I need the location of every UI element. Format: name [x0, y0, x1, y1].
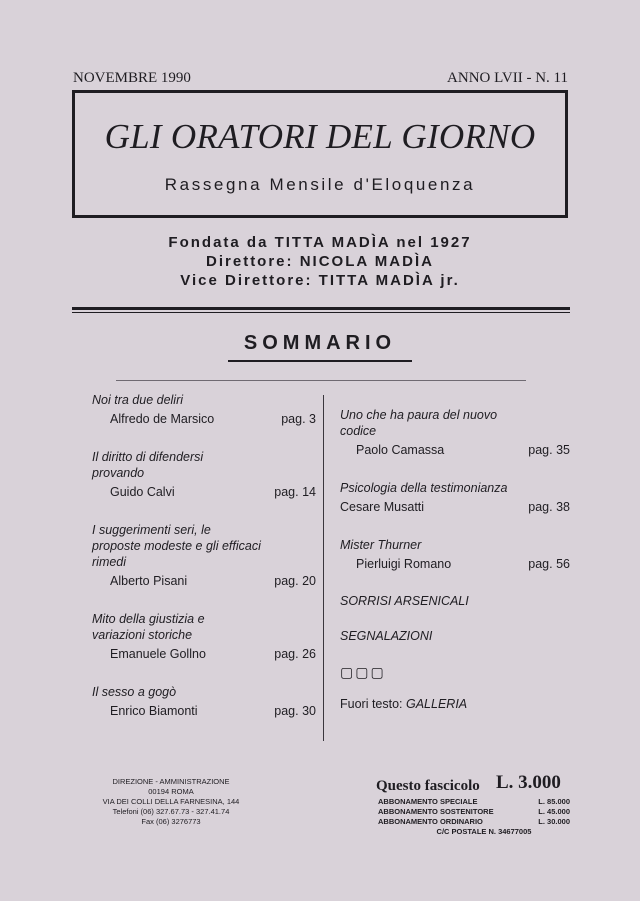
- masthead-box: [72, 90, 568, 218]
- subscription-price: L. 85.000: [538, 797, 570, 806]
- article-author: Pierluigi Romano: [356, 557, 452, 571]
- article-page: pag. 14: [274, 485, 316, 499]
- founder-credit: Fondata da TITTA MADÌA nel 1927: [168, 234, 472, 251]
- subscription-price: L. 30.000: [538, 817, 570, 826]
- article-title: Mito della giustizia e variazioni storiche: [92, 612, 205, 642]
- admin-line: VIA DEI COLLI DELLA FARNESINA, 144: [102, 797, 240, 806]
- article-author: Alberto Pisani: [110, 574, 188, 588]
- contents-top-divider: [116, 380, 526, 381]
- section-segnalazioni: SEGNALAZIONI: [340, 629, 433, 643]
- contents-left-column: [92, 392, 316, 741]
- contents-entry: [340, 480, 570, 517]
- double-rule-top: [72, 307, 570, 310]
- postal-account: C/C POSTALE N. 34677005: [436, 827, 532, 836]
- contents-entry: [92, 449, 316, 502]
- supplement-prefix: Fuori testo:: [340, 697, 406, 711]
- article-title: Il sesso a gogò: [92, 685, 177, 699]
- article-author: Paolo Camassa: [356, 443, 445, 457]
- article-page: pag. 20: [274, 574, 316, 588]
- subscriptions-block: [378, 797, 570, 836]
- article-author: Enrico Biamonti: [110, 704, 198, 718]
- subscription-name: ABBONAMENTO SPECIALE: [378, 797, 478, 806]
- director-credit: Direttore: NICOLA MADÌA: [206, 253, 434, 270]
- article-page: pag. 35: [528, 443, 570, 457]
- contents-entry: [92, 611, 316, 664]
- contents-right-column: [340, 407, 570, 711]
- contents-entry: [340, 537, 570, 574]
- magazine-subtitle: Rassegna Mensile d'Eloquenza: [164, 175, 476, 194]
- article-title: Noi tra due deliri: [92, 393, 184, 407]
- article-page: pag. 30: [274, 704, 316, 718]
- article-author: Cesare Musatti: [340, 500, 425, 514]
- contents-entry: [92, 392, 316, 429]
- issue-date: NOVEMBRE 1990: [73, 70, 191, 86]
- section-sorrisi-arsenicali: SORRISI ARSENICALI: [340, 594, 469, 608]
- article-title: Il diritto di difendersi provando: [92, 450, 204, 480]
- price-value: L. 3.000: [496, 772, 561, 793]
- contents-heading: SOMMARIO: [243, 332, 397, 354]
- square-ornaments-icon: ▢▢▢: [340, 664, 386, 680]
- vice-director-credit: Vice Direttore: TITTA MADÌA jr.: [180, 272, 460, 289]
- admin-line: DIREZIONE - AMMINISTRAZIONE: [112, 777, 230, 786]
- subscription-price: L. 45.000: [538, 807, 570, 816]
- admin-line: 00194 ROMA: [148, 787, 194, 796]
- supplement-line: [340, 697, 570, 711]
- supplement-name: GALLERIA: [406, 697, 468, 711]
- article-author: Emanuele Gollno: [110, 647, 206, 661]
- article-page: pag. 26: [274, 647, 316, 661]
- subscription-row: [378, 807, 570, 817]
- article-title: Psicologia della testimonianza: [340, 481, 508, 495]
- article-author: Guido Calvi: [110, 485, 175, 499]
- issue-number: ANNO LVII - N. 11: [447, 70, 568, 86]
- double-rule-bottom: [72, 312, 570, 313]
- subscription-row: [378, 797, 570, 807]
- article-page: pag. 3: [281, 412, 316, 426]
- article-author: Alfredo de Marsico: [110, 412, 215, 426]
- contents-entry: [92, 522, 316, 591]
- article-page: pag. 56: [528, 557, 570, 571]
- admin-line: Fax (06) 3276773: [141, 817, 201, 826]
- article-title: I suggerimenti seri, le proposte modeste e gli efficaci rimedi: [92, 523, 261, 569]
- article-title: Uno che ha paura del nuovo codice: [340, 408, 498, 438]
- admin-line: Telefoni (06) 327.67.73 - 327.41.74: [112, 807, 230, 816]
- administration-block: [66, 777, 276, 827]
- subscription-row: [378, 817, 570, 827]
- subscription-name: ABBONAMENTO ORDINARIO: [378, 817, 483, 826]
- column-divider: [323, 395, 324, 741]
- contents-entry: [340, 407, 570, 460]
- price-label: Questo fascicolo: [376, 778, 480, 794]
- contents-entry: [92, 684, 316, 721]
- contents-heading-underline: [228, 360, 412, 362]
- article-title: Mister Thurner: [340, 538, 422, 552]
- magazine-title: GLI ORATORI DEL GIORNO: [104, 117, 536, 156]
- subscription-name: ABBONAMENTO SOSTENITORE: [378, 807, 494, 816]
- article-page: pag. 38: [528, 500, 570, 514]
